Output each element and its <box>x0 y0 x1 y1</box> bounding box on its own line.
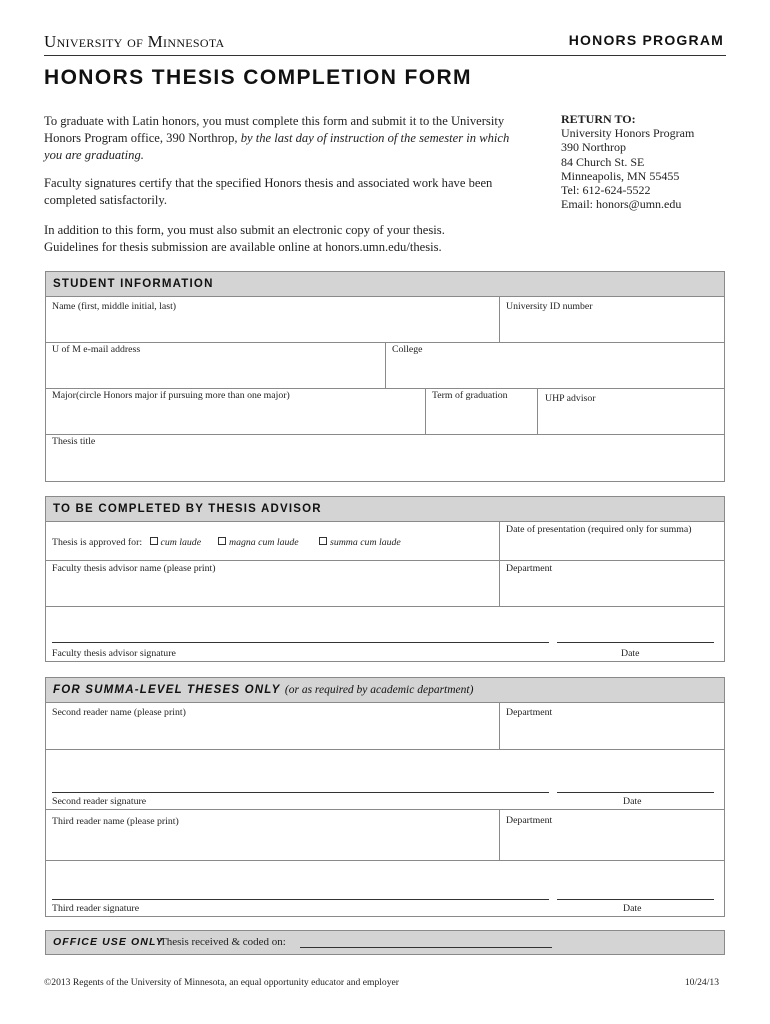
row-divider <box>46 606 724 607</box>
return-line: Minneapolis, MN 55455 <box>561 168 680 183</box>
thesis-received-label: Thesis received & coded on: <box>160 936 286 948</box>
thesis-received-line[interactable] <box>300 947 552 948</box>
thesis-title-field[interactable]: Thesis title <box>52 436 96 447</box>
header-rule <box>44 55 726 56</box>
intro-p3-line1: In addition to this form, you must also submit an electronic copy of your thesis. <box>44 223 445 237</box>
major-field[interactable]: Major(circle Honors major if pursuing more than one major) <box>52 390 290 401</box>
office-use-bar <box>45 930 725 955</box>
row-divider <box>46 388 724 389</box>
row-divider <box>46 434 724 435</box>
third-reader-date-label: Date <box>623 903 642 914</box>
return-line: Email: honors@umn.edu <box>561 197 682 212</box>
advisor-signature-label: Faculty thesis advisor signature <box>52 648 176 659</box>
university-id-field[interactable]: University ID number <box>506 301 593 312</box>
summa-section-heading <box>46 678 724 703</box>
intro-p1-deadline: by the last day of instruction of the semester in which you are graduating. <box>44 131 510 162</box>
approval-row <box>52 537 201 548</box>
col-divider <box>499 809 500 860</box>
second-reader-date-label: Date <box>623 796 642 807</box>
magna-cum-laude-label: magna cum laude <box>229 537 299 548</box>
row-divider <box>46 749 724 750</box>
approved-for-label: Thesis is approved for: <box>52 537 143 548</box>
second-reader-signature-line[interactable] <box>52 792 549 793</box>
thesis-advisor-section <box>45 496 725 662</box>
date-of-presentation-field[interactable]: Date of presentation (required only for summa) <box>506 524 692 535</box>
advisor-department-field[interactable]: Department <box>506 563 553 574</box>
second-reader-date-line[interactable] <box>557 792 714 793</box>
summa-heading-sub: (or as required by academic department) <box>284 684 474 696</box>
magna-cum-laude-checkbox[interactable] <box>218 537 226 545</box>
advisor-signature-line[interactable] <box>52 642 549 643</box>
second-reader-signature-label: Second reader signature <box>52 796 147 807</box>
name-field[interactable]: Name (first, middle initial, last) <box>52 301 177 312</box>
row-divider <box>46 560 724 561</box>
cum-laude-checkbox[interactable] <box>150 537 158 545</box>
third-reader-date-line[interactable] <box>557 899 714 900</box>
summa-option <box>314 537 401 548</box>
intro-paragraph-2: Faculty signatures certify that the specified Honors thesis and associated work have been completed satisfactorily. <box>44 176 493 207</box>
return-line: University Honors Program <box>561 126 695 141</box>
college-field[interactable]: College <box>392 344 423 355</box>
third-reader-name-field[interactable]: Third reader name (please print) <box>52 816 179 827</box>
advisor-date-line[interactable] <box>557 642 714 643</box>
summa-cum-laude-checkbox[interactable] <box>319 537 327 545</box>
col-divider <box>499 702 500 749</box>
intro-paragraph-3 <box>44 222 524 256</box>
col-divider <box>425 388 426 434</box>
col-divider <box>537 388 538 434</box>
copyright-text: ©2013 Regents of the University of Minnesota, an equal opportunity educator and employer <box>44 977 399 988</box>
summa-heading-text: FOR SUMMA-LEVEL THESES ONLY <box>53 684 281 696</box>
intro-paragraph-1 <box>44 113 514 164</box>
third-reader-signature-line[interactable] <box>52 899 549 900</box>
advisor-section-heading: TO BE COMPLETED BY THESIS ADVISOR <box>46 497 724 522</box>
col-divider <box>499 521 500 606</box>
advisor-name-field[interactable]: Faculty thesis advisor name (please print) <box>52 563 216 574</box>
magna-option <box>213 537 299 548</box>
second-reader-department-field[interactable]: Department <box>506 707 553 718</box>
summa-readers-section <box>45 677 725 917</box>
third-reader-department-field[interactable]: Department <box>506 815 553 826</box>
cum-laude-label: cum laude <box>160 537 202 548</box>
return-line: Tel: 612-624-5522 <box>561 183 651 198</box>
second-reader-name-field[interactable]: Second reader name (please print) <box>52 707 186 718</box>
program-name: HONORS PROGRAM <box>568 32 724 48</box>
return-address <box>561 112 694 211</box>
office-use-label: OFFICE USE ONLY <box>53 936 164 948</box>
col-divider <box>385 342 386 388</box>
email-field[interactable]: U of M e-mail address <box>52 344 141 355</box>
third-reader-signature-label: Third reader signature <box>52 903 140 914</box>
university-name: University of Minnesota <box>44 32 225 51</box>
form-title: HONORS THESIS COMPLETION FORM <box>44 66 472 89</box>
student-section-heading: STUDENT INFORMATION <box>46 272 724 297</box>
student-information-section <box>45 271 725 482</box>
intro-p3-line2: Guidelines for thesis submission are available online at honors.umn.edu/thesis. <box>44 240 442 254</box>
row-divider <box>46 809 724 810</box>
summa-cum-laude-label: summa cum laude <box>330 537 401 548</box>
row-divider <box>46 860 724 861</box>
advisor-date-label: Date <box>621 648 640 659</box>
return-line: 390 Northrop <box>561 140 626 155</box>
return-line: 84 Church St. SE <box>561 154 645 169</box>
col-divider <box>499 296 500 342</box>
revision-date: 10/24/13 <box>684 977 719 988</box>
uhp-advisor-field[interactable]: UHP advisor <box>545 393 596 404</box>
return-heading: RETURN TO: <box>561 112 636 126</box>
term-of-graduation-field[interactable]: Term of graduation <box>432 390 508 401</box>
intro-p1-text: To graduate with Latin honors, you must complete this form and submit it to the University Honors Program office, 390 Northrop, <box>44 114 505 145</box>
